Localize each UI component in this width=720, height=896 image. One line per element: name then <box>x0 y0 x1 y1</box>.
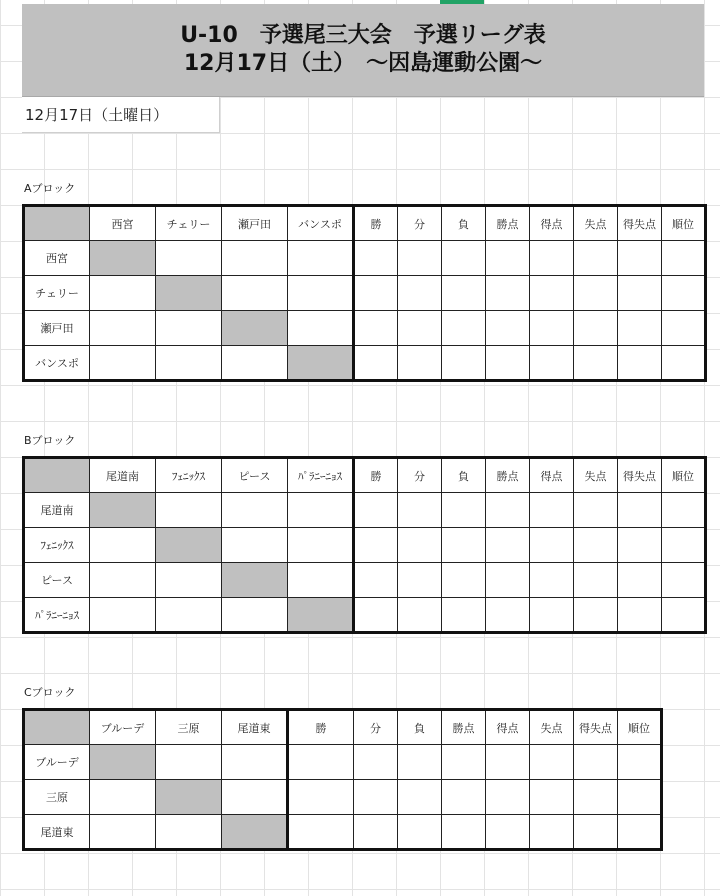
match-cell[interactable] <box>156 346 222 381</box>
stat-cell[interactable] <box>618 780 662 815</box>
match-cell[interactable] <box>156 745 222 780</box>
team-row-header[interactable]: ブルーデ <box>24 745 90 780</box>
stat-cell[interactable] <box>288 745 354 780</box>
stat-cell[interactable] <box>662 311 706 346</box>
stat-cell[interactable] <box>442 815 486 850</box>
stat-cell[interactable] <box>618 311 662 346</box>
stat-cell[interactable] <box>574 241 618 276</box>
match-cell[interactable] <box>288 276 354 311</box>
stat-cell[interactable] <box>530 346 574 381</box>
self-match-cell[interactable] <box>90 241 156 276</box>
stat-cell[interactable] <box>398 493 442 528</box>
team-header[interactable]: 西宮 <box>90 206 156 241</box>
stat-cell[interactable] <box>398 745 442 780</box>
self-match-cell[interactable] <box>156 528 222 563</box>
stat-cell[interactable] <box>618 528 662 563</box>
match-cell[interactable] <box>90 563 156 598</box>
match-cell[interactable] <box>156 598 222 633</box>
stat-cell[interactable] <box>486 241 530 276</box>
stat-cell[interactable] <box>574 276 618 311</box>
stat-cell[interactable] <box>442 493 486 528</box>
self-match-cell[interactable] <box>222 563 288 598</box>
match-cell[interactable] <box>156 815 222 850</box>
team-header[interactable]: 瀬戸田 <box>222 206 288 241</box>
match-cell[interactable] <box>90 780 156 815</box>
stat-header-rank[interactable]: 順位 <box>618 710 662 745</box>
stat-header-goals-for[interactable]: 得点 <box>530 458 574 493</box>
stat-cell[interactable] <box>486 780 530 815</box>
team-header[interactable]: 尾道南 <box>90 458 156 493</box>
stat-cell[interactable] <box>486 276 530 311</box>
match-cell[interactable] <box>222 745 288 780</box>
stat-cell[interactable] <box>618 346 662 381</box>
match-cell[interactable] <box>288 528 354 563</box>
team-row-header[interactable]: バンスポ <box>24 346 90 381</box>
team-row <box>24 745 662 780</box>
block-a-label: Aブロック <box>24 182 76 195</box>
stat-cell[interactable] <box>486 563 530 598</box>
match-cell[interactable] <box>288 493 354 528</box>
stat-header-points[interactable]: 勝点 <box>442 710 486 745</box>
team-row-header[interactable]: 瀬戸田 <box>24 311 90 346</box>
stat-cell[interactable] <box>662 276 706 311</box>
self-match-cell[interactable] <box>222 815 288 850</box>
stat-cell[interactable] <box>574 311 618 346</box>
stat-cell[interactable] <box>574 815 618 850</box>
stat-cell[interactable] <box>486 745 530 780</box>
self-match-cell[interactable] <box>156 276 222 311</box>
stat-cell[interactable] <box>398 815 442 850</box>
stat-cell[interactable] <box>574 780 618 815</box>
self-match-cell[interactable] <box>90 493 156 528</box>
stat-cell[interactable] <box>354 563 398 598</box>
team-header[interactable]: ﾊﾟﾗﾆｰﾆｮｽ <box>288 458 354 493</box>
stat-header-draws[interactable]: 分 <box>354 710 398 745</box>
stat-cell[interactable] <box>442 745 486 780</box>
stat-header-wins[interactable]: 勝 <box>288 710 354 745</box>
stat-header-draws[interactable]: 分 <box>398 206 442 241</box>
match-cell[interactable] <box>90 815 156 850</box>
stat-cell[interactable] <box>442 241 486 276</box>
team-header[interactable]: ブルーデ <box>90 710 156 745</box>
stat-cell[interactable] <box>530 563 574 598</box>
stat-cell[interactable] <box>530 815 574 850</box>
title-line-1: U-10 予選尾三大会 予選リーグ表 <box>180 23 546 48</box>
stat-cell[interactable] <box>530 276 574 311</box>
team-row <box>24 528 706 563</box>
stat-cell[interactable] <box>486 493 530 528</box>
match-cell[interactable] <box>222 241 288 276</box>
header-row <box>24 206 706 241</box>
stat-header-goal-diff[interactable]: 得失点 <box>574 710 618 745</box>
stat-header-points[interactable]: 勝点 <box>486 458 530 493</box>
corner-cell[interactable] <box>24 710 90 745</box>
stat-cell[interactable] <box>530 311 574 346</box>
self-match-cell[interactable] <box>156 780 222 815</box>
stat-cell[interactable] <box>530 493 574 528</box>
block-c-label: Cブロック <box>24 686 76 699</box>
stat-cell[interactable] <box>354 815 398 850</box>
stat-header-goal-diff[interactable]: 得失点 <box>618 206 662 241</box>
stat-cell[interactable] <box>618 276 662 311</box>
stat-cell[interactable] <box>574 745 618 780</box>
team-header[interactable]: 尾道東 <box>222 710 288 745</box>
match-cell[interactable] <box>222 493 288 528</box>
match-cell[interactable] <box>288 563 354 598</box>
stat-cell[interactable] <box>486 598 530 633</box>
stat-cell[interactable] <box>442 346 486 381</box>
stat-cell[interactable] <box>354 493 398 528</box>
match-cell[interactable] <box>90 598 156 633</box>
match-cell[interactable] <box>156 311 222 346</box>
block-b-table <box>22 456 707 634</box>
stat-header-goals-against[interactable]: 失点 <box>530 710 574 745</box>
stat-header-losses[interactable]: 負 <box>398 710 442 745</box>
stat-cell[interactable] <box>618 815 662 850</box>
stat-cell[interactable] <box>354 346 398 381</box>
stat-cell[interactable] <box>354 276 398 311</box>
team-header[interactable]: チェリー <box>156 206 222 241</box>
stat-cell[interactable] <box>442 528 486 563</box>
header-row <box>24 710 662 745</box>
stat-cell[interactable] <box>442 598 486 633</box>
stat-header-rank[interactable]: 順位 <box>662 206 706 241</box>
match-cell[interactable] <box>156 563 222 598</box>
stat-cell[interactable] <box>354 780 398 815</box>
team-row <box>24 311 706 346</box>
stat-header-losses[interactable]: 負 <box>442 458 486 493</box>
stat-cell[interactable] <box>398 311 442 346</box>
self-match-cell[interactable] <box>288 346 354 381</box>
team-row-header[interactable]: ピース <box>24 563 90 598</box>
match-cell[interactable] <box>222 780 288 815</box>
team-row <box>24 276 706 311</box>
team-row <box>24 815 662 850</box>
team-row <box>24 346 706 381</box>
stat-cell[interactable] <box>354 745 398 780</box>
self-match-cell[interactable] <box>288 598 354 633</box>
stat-cell[interactable] <box>398 780 442 815</box>
stat-cell[interactable] <box>442 276 486 311</box>
stat-cell[interactable] <box>618 241 662 276</box>
team-row <box>24 780 662 815</box>
sheet-title <box>22 4 704 97</box>
stat-cell[interactable] <box>398 598 442 633</box>
match-cell[interactable] <box>222 276 288 311</box>
stat-cell[interactable] <box>354 311 398 346</box>
stat-header-goals-against[interactable]: 失点 <box>574 458 618 493</box>
stat-cell[interactable] <box>618 493 662 528</box>
team-row-header[interactable]: 西宮 <box>24 241 90 276</box>
stat-cell[interactable] <box>442 780 486 815</box>
team-row-header[interactable]: 尾道南 <box>24 493 90 528</box>
stat-cell[interactable] <box>618 563 662 598</box>
stat-cell[interactable] <box>398 563 442 598</box>
stat-header-goals-for[interactable]: 得点 <box>530 206 574 241</box>
match-cell[interactable] <box>222 598 288 633</box>
stat-cell[interactable] <box>662 493 706 528</box>
stat-cell[interactable] <box>486 528 530 563</box>
team-header[interactable]: ﾌｪﾆｯｸｽ <box>156 458 222 493</box>
stat-cell[interactable] <box>530 598 574 633</box>
date-cell[interactable]: 12月17日（土曜日） <box>22 97 220 133</box>
match-cell[interactable] <box>222 528 288 563</box>
stat-header-draws[interactable]: 分 <box>398 458 442 493</box>
self-match-cell[interactable] <box>90 745 156 780</box>
title-line-2: 12月17日（土） ～因島運動公園～ <box>183 51 543 76</box>
match-cell[interactable] <box>222 346 288 381</box>
stat-cell[interactable] <box>530 528 574 563</box>
team-header[interactable]: ピース <box>222 458 288 493</box>
match-cell[interactable] <box>156 493 222 528</box>
team-row <box>24 241 706 276</box>
match-cell[interactable] <box>288 311 354 346</box>
block-a-table <box>22 204 707 382</box>
team-row <box>24 598 706 633</box>
match-cell[interactable] <box>90 276 156 311</box>
stat-cell[interactable] <box>442 311 486 346</box>
self-match-cell[interactable] <box>222 311 288 346</box>
stat-cell[interactable] <box>398 528 442 563</box>
stat-header-rank[interactable]: 順位 <box>662 458 706 493</box>
team-row-header[interactable]: 三原 <box>24 780 90 815</box>
stat-cell[interactable] <box>530 745 574 780</box>
stat-header-points[interactable]: 勝点 <box>486 206 530 241</box>
stat-header-goals-for[interactable]: 得点 <box>486 710 530 745</box>
team-row <box>24 493 706 528</box>
stat-cell[interactable] <box>530 780 574 815</box>
stat-cell[interactable] <box>618 598 662 633</box>
stat-cell[interactable] <box>354 598 398 633</box>
stat-header-wins[interactable]: 勝 <box>354 206 398 241</box>
stat-cell[interactable] <box>574 528 618 563</box>
stat-cell[interactable] <box>662 346 706 381</box>
corner-cell[interactable] <box>24 458 90 493</box>
stat-cell[interactable] <box>354 528 398 563</box>
stat-cell[interactable] <box>574 346 618 381</box>
stat-cell[interactable] <box>288 815 354 850</box>
stat-cell[interactable] <box>574 598 618 633</box>
stat-cell[interactable] <box>574 493 618 528</box>
stat-cell[interactable] <box>486 346 530 381</box>
team-row <box>24 563 706 598</box>
stat-cell[interactable] <box>662 241 706 276</box>
stat-cell[interactable] <box>398 241 442 276</box>
stat-cell[interactable] <box>662 598 706 633</box>
team-row-header[interactable]: 尾道東 <box>24 815 90 850</box>
stat-cell[interactable] <box>574 563 618 598</box>
stat-cell[interactable] <box>486 815 530 850</box>
stat-cell[interactable] <box>398 276 442 311</box>
stat-header-wins[interactable]: 勝 <box>354 458 398 493</box>
stat-cell[interactable] <box>662 528 706 563</box>
stat-header-goals-against[interactable]: 失点 <box>574 206 618 241</box>
stat-header-losses[interactable]: 負 <box>442 206 486 241</box>
team-row-header[interactable]: ﾌｪﾆｯｸｽ <box>24 528 90 563</box>
team-row-header[interactable]: ﾊﾟﾗﾆｰﾆｮｽ <box>24 598 90 633</box>
match-cell[interactable] <box>90 528 156 563</box>
stat-cell[interactable] <box>486 311 530 346</box>
stat-header-goal-diff[interactable]: 得失点 <box>618 458 662 493</box>
stat-cell[interactable] <box>618 745 662 780</box>
match-cell[interactable] <box>90 311 156 346</box>
corner-cell[interactable] <box>24 206 90 241</box>
match-cell[interactable] <box>156 241 222 276</box>
block-c-table <box>22 708 663 851</box>
stat-cell[interactable] <box>398 346 442 381</box>
stat-cell[interactable] <box>530 241 574 276</box>
stat-cell[interactable] <box>288 780 354 815</box>
team-header[interactable]: 三原 <box>156 710 222 745</box>
header-row <box>24 458 706 493</box>
team-header[interactable]: バンスポ <box>288 206 354 241</box>
stat-cell[interactable] <box>354 241 398 276</box>
match-cell[interactable] <box>288 241 354 276</box>
team-row-header[interactable]: チェリー <box>24 276 90 311</box>
match-cell[interactable] <box>90 346 156 381</box>
stat-cell[interactable] <box>442 563 486 598</box>
stat-cell[interactable] <box>662 563 706 598</box>
block-b-label: Bブロック <box>24 434 76 447</box>
